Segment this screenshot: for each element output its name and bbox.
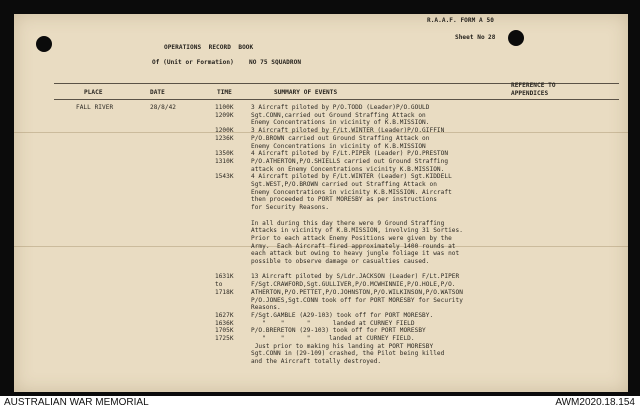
entry-time: 1636K: [215, 319, 234, 327]
entry-time: 1200K: [215, 127, 234, 135]
entry-place: FALL RIVER: [76, 104, 114, 111]
entry-text: possible to observe damage or casualties caused.: [251, 258, 430, 265]
entry-text: In all during this day there were 9 Ground Straffing: [251, 219, 445, 227]
entry-text: Attacks in vicinity of K.B.MISSION, involving 31 Sorties.: [251, 227, 463, 235]
entry-text: Enemy Concentrations in vicinity of K.B.MISSION.: [251, 119, 430, 127]
column-time: TIME: [217, 89, 232, 96]
column-date: DATE: [150, 89, 165, 96]
entry-text: 13 Aircraft piloted by S/Ldr.JACKSON (Leader) F/Lt.PIPER: [251, 273, 460, 281]
entry-text: Reasons.: [251, 304, 281, 312]
sheet-number: 28: [488, 34, 496, 41]
punch-hole: [36, 36, 52, 52]
entry-text: F/Sgt.GAMBLE (A29-103) took off for PORT MORESBY.: [251, 311, 434, 319]
entry-text: for Security Reasons.: [251, 204, 330, 212]
entry-text: 3 Aircraft piloted by F/Lt.WINTER (Leader)P/O.GIFFIN: [251, 127, 445, 135]
entry-text: and the Aircraft totally destroyed.: [251, 358, 382, 366]
entry-text: P/O.BROWN carried out Ground Straffing Attack on: [251, 134, 430, 142]
entry-text: P/O.ATHERTON,P/O.SHIELLS carried out Ground Straffing: [251, 157, 449, 165]
entry-text: P/O.JONES,Sgt.CONN took off for PORT MORESBY for Security: [251, 296, 463, 304]
document-page: [14, 14, 628, 392]
entry-text: F/Sgt.CRAWFORD,Sgt.GULLIVER,P/O.MCWHINNIE,P/O.HOLE,P/O.: [251, 281, 456, 289]
entry-text: Enemy Concentrations in vicinity of K.B.MISSION: [251, 142, 426, 150]
entry-time: 1718K: [215, 288, 234, 296]
entry-text: P/O.BRERETON (29-103) took off for PORT MORESBY: [251, 327, 426, 335]
entry-time: 1310K: [215, 157, 234, 165]
entry-text: Sgt.CONN,carried out Ground Straffing Attack on: [251, 111, 426, 119]
entry-time: 1350K: [215, 150, 234, 158]
entry-time: 1100K: [215, 104, 234, 111]
punch-hole: [508, 30, 524, 46]
entry-text: each attack but owing to heavy jungle foliage it was not: [251, 250, 460, 258]
entry-text: Army. Each Aircraft fired approximately 1400 rounds at: [251, 242, 456, 250]
entry-text: Sgt.WEST,P/O.BROWN carried out Straffing Attack on: [251, 181, 437, 188]
entry-text: 3 Aircraft piloted by P/O.TODD (Leader)P/O.GOULD: [251, 104, 430, 111]
entry-time: 1543K: [215, 173, 234, 181]
entry-text: " " " landed at CURNEY FIELD: [251, 319, 415, 327]
footer-accession: AWM2020.18.154: [555, 397, 635, 408]
sheet-label: Sheet No: [455, 34, 485, 41]
entry-date: 28/8/42: [150, 104, 177, 111]
unit-label: Of (Unit or Formation): [152, 59, 234, 66]
header-rule-bottom: [54, 99, 619, 100]
entry-time: 1627K: [215, 311, 234, 319]
entry-text: ATHERTON,P/O.PETTET,P/O.JOHNSTON,P/O.WILKINSON,P/O.WATSON: [251, 288, 463, 296]
entry-text: Prior to each attack Enemy Positions were given by the: [251, 234, 452, 242]
entry-time: 1705K: [215, 327, 234, 335]
page-title: OPERATIONS RECORD BOOK: [164, 44, 254, 51]
entry-text: attack on Enemy Concentrations vicinity K.B.MISSION.: [251, 165, 445, 173]
column-summary: SUMMARY OF EVENTS: [274, 89, 338, 96]
unit-name: NO 75 SQUADRON: [249, 59, 302, 66]
entry-time: 1631K: [215, 273, 234, 281]
entry-text: Sgt.CONN in (29-109) crashed, the Pilot being killed: [251, 350, 445, 358]
footer-source: AUSTRALIAN WAR MEMORIAL: [4, 397, 149, 408]
entry-time: 1236K: [215, 134, 234, 142]
form-id: R.A.A.F. FORM A 50: [427, 17, 494, 24]
entry-text: 4 Aircraft piloted by F/Lt.PIPER (Leader) P/O.PRESTON: [251, 150, 449, 158]
entry-time: 1209K: [215, 111, 234, 119]
entry-text: Enemy Concentrations in vicinity K.B.MISSION. Aircraft: [251, 188, 452, 196]
entry-time: to: [215, 281, 223, 289]
entry-text: then proceeded to PORT MORESBY as per instructions: [251, 196, 437, 204]
column-appendices: APPENDICES: [511, 90, 549, 97]
entry-text: " " " landed at CURNEY FIELD.: [251, 335, 415, 342]
column-place: PLACE: [84, 89, 103, 96]
column-reference: REFERENCE TO: [511, 82, 556, 89]
entry-text: 4 Aircraft piloted by F/Lt.WINTER (Leader) Sgt.KIDDELL: [251, 173, 452, 181]
entry-text: Just prior to making his landing at PORT MORESBY: [251, 342, 434, 350]
entry-time: 1725K: [215, 335, 234, 342]
footer-bar: [0, 396, 640, 410]
